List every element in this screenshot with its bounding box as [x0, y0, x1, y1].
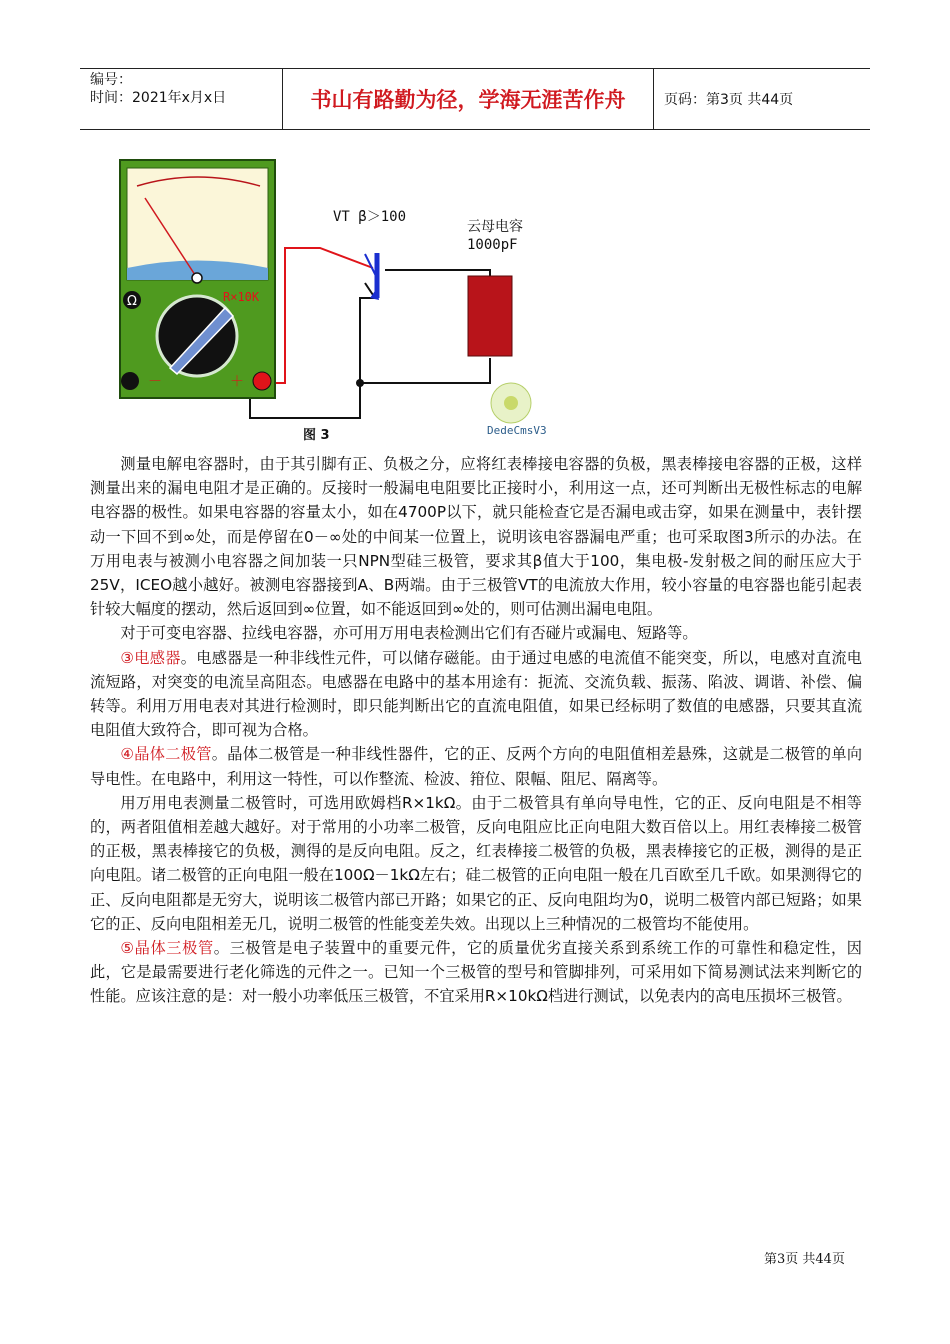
section-heading-transistor: ⑤晶体三极管: [120, 939, 214, 958]
paragraph-text: 。电感器是一种非线性元件，可以储存磁能。由于通过电感的电流值不能突变，所以，电感对直流电流短路，对突变的电流呈高阻态。电感器在电路中的基本用途有：扼流、交流负载、振荡、陷波、调谐、补偿、偏转等。利用万用电表对其进行检测时，即只能判断出它的直流电阻值，如果已经标明了数值的电感器，只要其直流电阻值大致符合，即可视为合格。: [90, 648, 862, 740]
header-meta: [80, 69, 282, 129]
paragraph: [90, 646, 862, 743]
transistor-label: VT β＞100: [333, 209, 407, 225]
mica-capacitor: [468, 276, 512, 356]
negative-terminal: [121, 372, 139, 390]
section-heading-inductor: ③电感器: [120, 648, 181, 667]
paragraph: [90, 452, 862, 621]
ohm-symbol: Ω: [127, 294, 137, 309]
section-heading-diode: ④晶体二极管: [120, 745, 212, 764]
paragraph-text: 对于可变电容器、拉线电容器，亦可用万用电表检测出它们有否碰片或漏电、短路等。: [120, 624, 698, 643]
needle-pivot: [192, 273, 202, 283]
paragraph-text: 。三极管是电子装置中的重要元件，它的质量优劣直接关系到系统工作的可靠性和稳定性，因此，它是最需要进行老化筛选的元件之一。已知一个三极管的型号和管脚排列，可采用如下简易测试法来判断它的性能。应该注意的是：对一般小功率低压三极管，不宜采用R×10kΩ档进行测试，以免表内的高电压损坏三极管。: [90, 939, 862, 1006]
header-page-code: 页码：第3页 共44页: [664, 92, 794, 108]
capacitor-name: 云母电容: [467, 219, 523, 235]
paragraph: [90, 742, 862, 790]
doc-number-label: 编号：: [90, 72, 132, 88]
watermark-text: DedeCmsV3: [487, 424, 547, 437]
header-motto: 书山有路勤为径，学海无涯苦作舟: [282, 69, 654, 129]
paragraph-text: 。晶体二极管是一种非线性器件，它的正、反两个方向的电阻值相差悬殊，这就是二极管的单向导电性。在电路中，利用这一特性，可以作整流、检波、箝位、限幅、阻尼、隔离等。: [90, 745, 863, 788]
emitter-wire: [360, 298, 375, 383]
figure-caption: 图 3: [303, 428, 330, 443]
capacitor-value: 1000pF: [467, 237, 518, 253]
positive-terminal: [253, 372, 271, 390]
paragraph-text: 用万用电表测量二极管时，可选用欧姆档R×1kΩ。由于二极管具有单向导电性，它的正、反向电阻是不相等的，两者阻值相差越大越好。对于常用的小功率二极管，反向电阻应比正向电阻大数百倍以上。用红表棒接二极管的正极，黑表棒接它的负极，测得的是反向电阻。反之，红表棒接二极管的负极，黑表棒接它的正极，测得的是正向电阻。诸二极管的正向电阻一般在100Ω－1kΩ左右；硅二极管的正向电阻一般在几百欧至几千欧。如果测得它的正、反向电阻都是无穷大，说明该二极管内部已开路；如果它的正、反向电阻均为0，说明二极管内部已短路；如果它的正、反向电阻相差无几，说明二极管的性能变差失效。出现以上三种情况的二极管均不能使用。: [90, 793, 862, 933]
capacitor-return-wire: [360, 358, 490, 383]
plus-sign: ＋: [230, 374, 244, 390]
collector-wire: [385, 270, 490, 276]
minus-sign: －: [148, 374, 162, 390]
paragraph: [90, 621, 862, 645]
paragraph-text: 测量电解电容器时，由于其引脚有正、负极之分，应将红表棒接电容器的负极，黑表棒接电容器的正极，这样测量出来的漏电电阻才是正确的。反接时一般漏电电阻要比正接时小，利用这一点，还可判断出无极性标志的电解电容器的极性。如果电容器的容量太小，如在4700P以下，就只能检查它是否漏电或击穿，如果在测量中，表针摆动一下回不到∞处，而是停留在0－∞处的中间某一位置上，说明该电容器漏电严重；也可采取图3所示的办法。在万用电表与被测小电容器之间加装一只NPN型硅三极管，要求其β值大于100，集电极-发射极之间的耐压应大于25V，ICEO越小越好。被测电容器接到A、B两端。由于三极管VT的电流放大作用，较小容量的电容器也能引起表针较大幅度的摆动，然后返回到∞位置，如不能返回到∞处的，则可估测出漏电电阻。: [90, 455, 862, 619]
article-body: [90, 452, 862, 1009]
page-footer: 第3页 共44页: [764, 1252, 845, 1267]
paragraph: [90, 936, 862, 1009]
circuit-diagram: [115, 158, 565, 448]
range-label: R×10K: [223, 290, 260, 304]
page-header: [80, 68, 870, 130]
doc-date: 时间：2021年x月x日: [90, 90, 227, 106]
figure-3: [115, 158, 565, 448]
paragraph: [90, 791, 862, 936]
